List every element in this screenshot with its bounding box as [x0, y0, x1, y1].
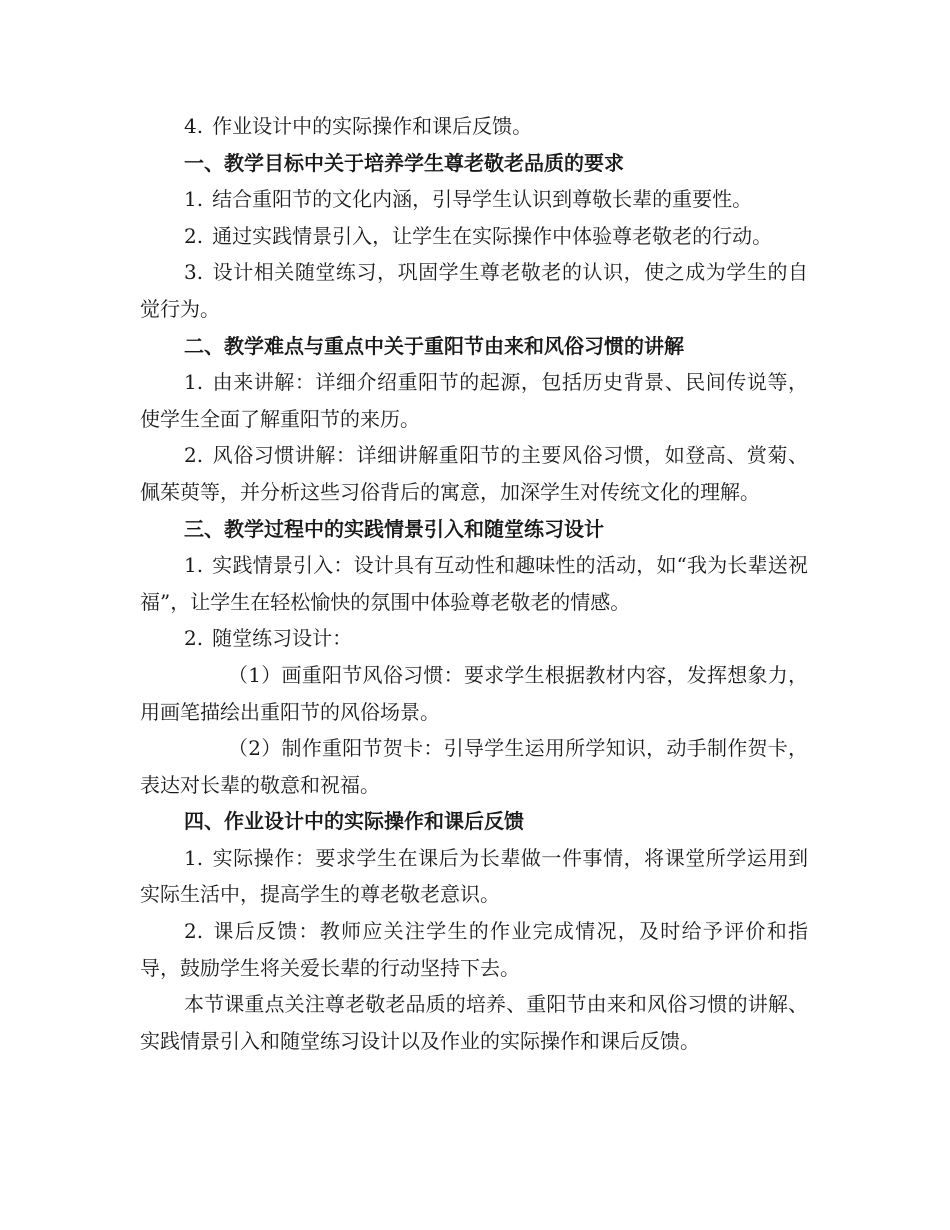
item-number: 1.	[184, 187, 204, 212]
section-heading-1: 一、教学目标中关于培养学生尊老敬老品质的要求	[184, 150, 624, 175]
item-number: 1.	[184, 370, 204, 395]
item-text: 作业设计中的实际操作和课后反馈。	[212, 114, 533, 138]
item-text: 实践情景引入：设计具有互动性和趣味性的活动，如“我为长辈送祝福”，让学生在轻松愉快的氛围中体验尊老敬老的情感。	[140, 553, 808, 614]
item-text: 画重阳节风俗习惯：要求学生根据教材内容，发挥想象力，用画笔描绘出重阳节的风俗场景。	[140, 662, 809, 724]
item-text: 风俗习惯讲解：详细讲解重阳节的主要风俗习惯，如登高、赏菊、佩茱萸等，并分析这些习俗背后的寓意，加深学生对传统文化的理解。	[140, 443, 808, 504]
item-number: 1.	[184, 845, 204, 870]
list-item	[140, 218, 808, 255]
list-item	[140, 437, 808, 510]
item-number: 2.	[184, 919, 204, 944]
item-text: 结合重阳节的文化内涵，引导学生认识到尊敬长辈的重要性。	[212, 187, 753, 212]
section-heading-3: 三、教学过程中的实践情景引入和随堂练习设计	[184, 516, 604, 541]
item-number: 4.	[184, 114, 204, 138]
item-number: 1.	[184, 553, 204, 578]
list-item	[140, 547, 808, 620]
list-item	[140, 913, 808, 986]
list-item	[140, 181, 808, 218]
sub-list-item	[140, 657, 808, 730]
item-number: 2.	[184, 223, 204, 248]
list-item	[140, 108, 808, 145]
list-item	[140, 254, 808, 327]
item-text: 课后反馈：教师应关注学生的作业完成情况，及时给予评价和指导，鼓励学生将关爱长辈的行动坚持下去。	[140, 919, 808, 980]
item-number: （2）	[228, 736, 282, 761]
item-number: 3.	[184, 260, 204, 285]
item-number: 2.	[184, 443, 204, 468]
section-heading-2: 二、教学难点与重点中关于重阳节由来和风俗习惯的讲解	[184, 333, 684, 358]
item-text: 制作重阳节贺卡：引导学生运用所学知识，动手制作贺卡，表达对长辈的敬意和祝福。	[140, 736, 809, 797]
document-body	[140, 108, 808, 1059]
section-heading-4: 四、作业设计中的实际操作和课后反馈	[184, 809, 524, 834]
item-number: 2.	[184, 626, 204, 651]
item-number: （1）	[228, 662, 282, 687]
item-text: 随堂练习设计：	[212, 626, 353, 651]
item-text: 由来讲解：详细介绍重阳节的起源，包括历史背景、民间传说等，使学生全面了解重阳节的来历。	[140, 370, 808, 431]
summary-paragraph: 本节课重点关注尊老敬老品质的培养、重阳节由来和风俗习惯的讲解、实践情景引入和随堂练习设计以及作业的实际操作和课后反馈。	[140, 992, 808, 1053]
list-item	[140, 840, 808, 913]
item-text: 通过实践情景引入，让学生在实际操作中体验尊老敬老的行动。	[212, 223, 773, 248]
sub-list-item	[140, 730, 808, 803]
list-item	[140, 620, 808, 657]
item-text: 设计相关随堂练习，巩固学生尊老敬老的认识，使之成为学生的自觉行为。	[140, 260, 808, 321]
list-item	[140, 364, 808, 437]
item-text: 实际操作：要求学生在课后为长辈做一件事情，将课堂所学运用到实际生活中，提高学生的尊老敬老意识。	[140, 845, 808, 907]
